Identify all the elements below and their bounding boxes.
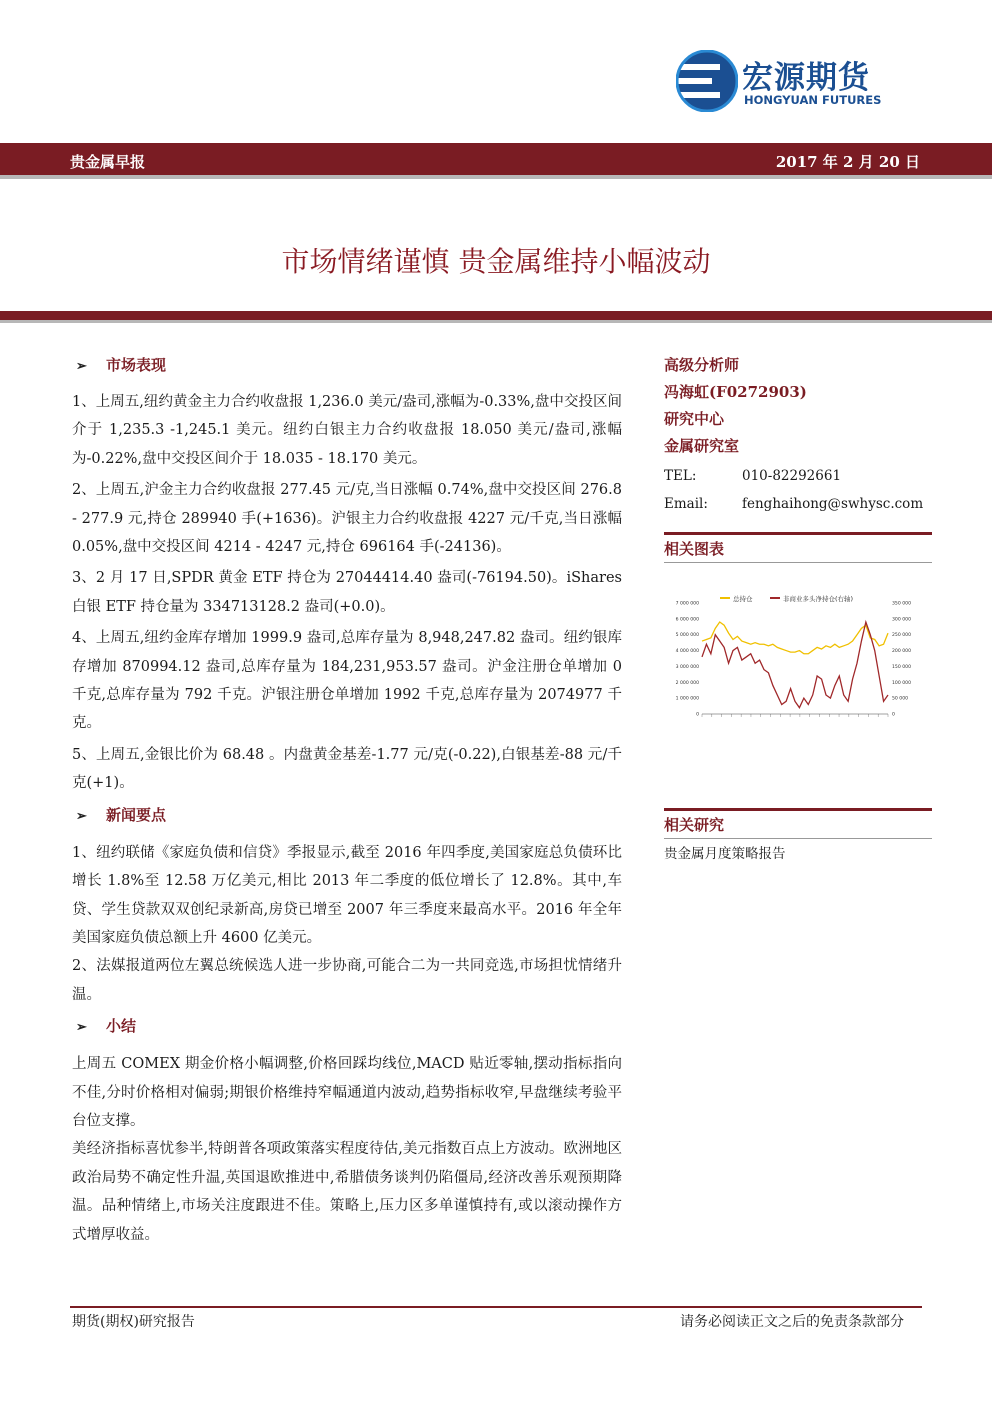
section-heading-market: ➢ 市场表现 [72, 350, 622, 380]
paragraph: 2、法媒报道两位左翼总统候选人进一步协商,可能合二为一共同竞选,市场担忧情绪升温。 [72, 958, 622, 1003]
footer-left: 期货(期权)研究报告 [72, 1314, 195, 1330]
report-type: 贵金属早报 [70, 153, 146, 171]
y-left-tick-label: 4 000 000 [675, 649, 699, 655]
y-right-tick-label: 100 000 [892, 680, 911, 686]
paragraph: 1、上周五,纽约黄金主力合约收盘报 1,236.0 美元/盎司,涨幅为-0.33%,盘中交投区间介于 1,235.3 -1,245.1 美元。纽约白银主力合约收盘报 18.050 美元/盎司,涨幅为-0.22%,盘中交投区间介于 18.035 - 18.170 美元。 [72, 394, 622, 467]
related-research-heading: 相关研究 [664, 808, 932, 839]
y-right-tick-label: 300 000 [892, 617, 911, 623]
paragraph: 1、纽约联储《家庭负债和信贷》季报显示,截至 2016 年四季度,美国家庭总负债环比增长 1.8%至 12.58 万亿美元,相比 2013 年二季度的低位增长了 12.8%。其中,车贷、学生贷款双双创纪录新高,房贷已增至 2007 年三季度来最高水平。2016 年全年美国家庭负债总额上升 4600 亿美元。 [72, 844, 622, 946]
paragraph: 2、上周五,沪金主力合约收盘报 277.45 元/克,当日涨幅 0.74%,盘中交投区间 276.8 - 277.9 元,持仓 289940 手(+1636)。沪银主力合约收盘报 4227 元/千克,当日涨幅 0.05%,盘中交投区间 4214 - 4247 元,持仓 696164 手(-24136)。 [72, 482, 622, 556]
analyst-role: 高级分析师 [664, 356, 740, 374]
y-right-tick-label: 50 000 [892, 696, 909, 702]
position-chart [666, 587, 920, 743]
arrow-icon: ➢ [76, 1020, 87, 1036]
chart-svg [666, 587, 920, 743]
page-title: 市场情绪谨慎 贵金属维持小幅波动 [281, 245, 711, 278]
email-link[interactable]: fenghaihong@swhysc.com [742, 496, 924, 512]
logo-cn-text: 宏源期货 [742, 60, 870, 96]
y-left-tick-label: 7 000 000 [675, 601, 699, 607]
arrow-icon: ➢ [76, 808, 87, 824]
y-left-tick-label: 3 000 000 [675, 664, 699, 670]
analyst-name: 冯海虹(F0272903) [664, 383, 807, 401]
header-band [0, 143, 992, 179]
y-left-tick-label: 2 000 000 [675, 680, 699, 686]
y-right-tick-label: 200 000 [892, 649, 911, 655]
analyst-email: Email: fenghaihong@swhysc.com [664, 490, 934, 518]
sidebar [664, 352, 934, 563]
arrow-icon: ➢ [76, 359, 87, 374]
footer-rule [70, 1306, 922, 1308]
y-right-tick-label: 250 000 [892, 633, 911, 639]
y-left-tick-label: 6 000 000 [675, 617, 699, 623]
y-left-tick-label: 5 000 000 [675, 633, 699, 639]
logo-en-text: HONGYUAN FUTURES [744, 93, 882, 107]
paragraph: 4、上周五,纽约金库存增加 1999.9 盎司,总库存量为 8,948,247.82 盎司。纽约银库存增加 870994.12 盎司,总库存量为 184,231,953.57 盎司。沪金注册仓单增加 0 千克,总库存量为 792 千克。沪银注册仓单增加 1992 千克,总库存量为 2074977 千克。 [72, 630, 622, 732]
main-content [72, 350, 622, 1249]
y-right-tick-label: 350 000 [892, 601, 911, 607]
y-left-tick-label: 1 000 000 [675, 696, 699, 702]
company-logo [676, 46, 926, 116]
logo-mark-icon [676, 50, 738, 112]
footer-disclaimer: 请务必阅读正文之后的免责条款部分 [680, 1314, 904, 1330]
related-chart-heading: 相关图表 [664, 532, 932, 563]
y-right-tick-label: 150 000 [892, 664, 911, 670]
paragraph: 3、2 月 17 日,SPDR 黄金 ETF 持仓为 27044414.40 盎司(-76194.50)。iShares 白银 ETF 持仓量为 334713128.2 盎司(+0.0)。 [72, 570, 622, 615]
paragraph: 5、上周五,金银比价为 68.48 。内盘黄金基差-1.77 元/克(-0.22),白银基差-88 元/千克(+1)。 [72, 746, 622, 792]
analyst-lab: 金属研究室 [664, 437, 740, 455]
analyst-tel: TEL: 010-82292661 [664, 468, 842, 484]
report-date: 2017 年 2 月 20 日 [775, 153, 920, 171]
paragraph: 美经济指标喜忧参半,特朗普各项政策落实程度待估,美元指数百点上方波动。欧洲地区政治局势不确定性升温,英国退欧推进中,希腊债务谈判仍陷僵局,经济改善乐观预期降温。品种情绪上,市场关注度跟进不佳。策略上,压力区多单谨慎持有,或以滚动操作方式增厚收益。 [72, 1141, 622, 1243]
legend-total-label: 总持仓 [733, 595, 753, 603]
legend-net-label: 非商业多头净持仓(右轴) [783, 595, 854, 603]
y-right-tick-label: 0 [892, 712, 895, 718]
title-separator [0, 311, 992, 323]
related-research-item[interactable]: 贵金属月度策略报告 [664, 846, 786, 862]
section-heading-news: ➢ 新闻要点 [72, 800, 622, 830]
related-research [664, 808, 932, 868]
section-heading-summary: ➢ 小结 [72, 1011, 622, 1041]
analyst-dept: 研究中心 [664, 410, 725, 428]
paragraph: 上周五 COMEX 期金价格小幅调整,价格回踩均线位,MACD 贴近零轴,摆动指标指向不佳,分时价格相对偏弱;期银价格维持窄幅通道内波动,趋势指标收窄,早盘继续考验平台位支撑。 [72, 1056, 622, 1129]
y-left-tick-label: 0 [696, 712, 699, 718]
